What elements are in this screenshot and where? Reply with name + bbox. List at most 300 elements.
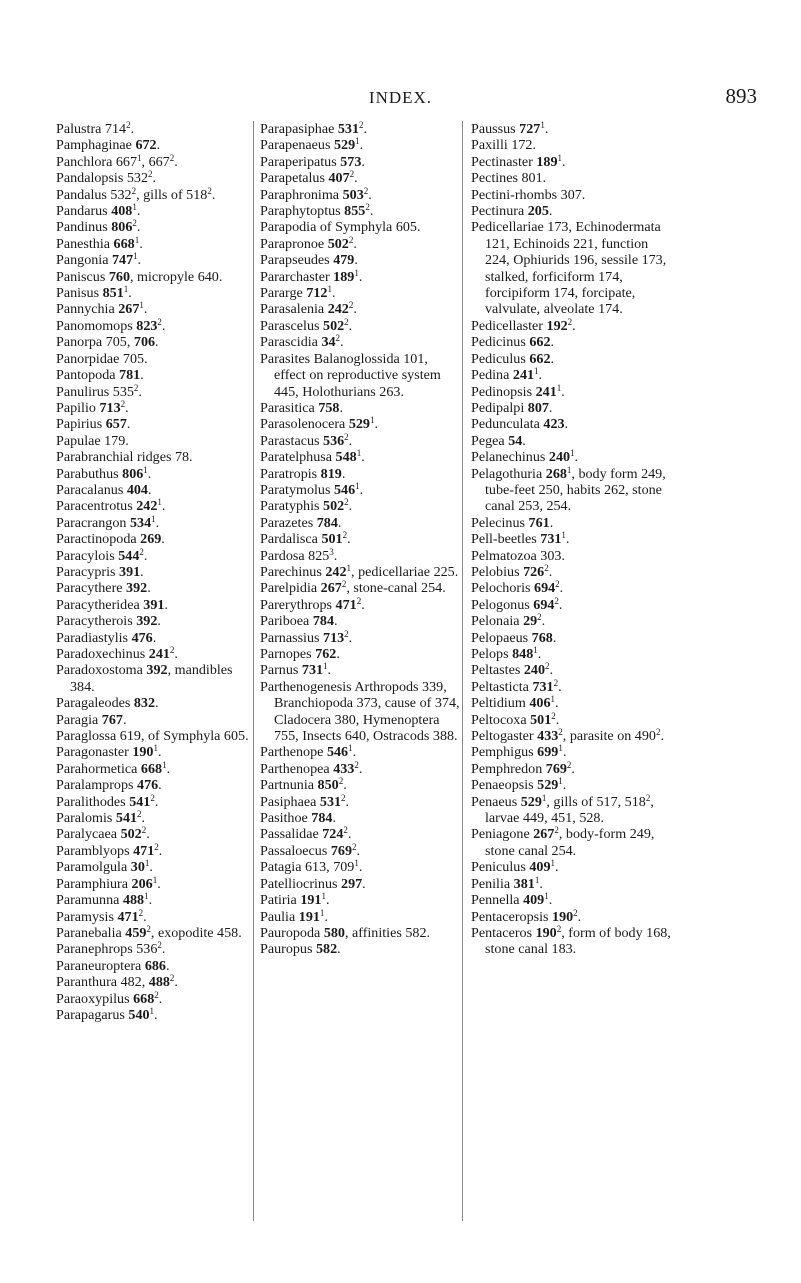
entry-text: Paracypris <box>56 563 120 580</box>
entry-text: 2 <box>348 234 354 245</box>
index-entry <box>260 449 460 465</box>
entry-text: 190 <box>132 744 154 761</box>
entry-text: 2 <box>348 300 354 311</box>
entry-text: 2 <box>354 759 359 770</box>
entry-text: , body-form 249, stone canal 254. <box>485 826 655 859</box>
entry-text: . <box>353 235 357 252</box>
entry-text: 832 <box>133 695 156 712</box>
entry-text: 573 <box>340 153 362 170</box>
entry-text: 1 <box>143 464 148 475</box>
entry-text: 2 <box>157 316 162 327</box>
entry-text: Paragia <box>56 711 102 728</box>
entry-text: 1 <box>152 874 158 885</box>
entry-text: 699 <box>537 744 559 761</box>
entry-text: 2 <box>567 316 573 327</box>
entry-text: Pedipalpi <box>471 399 528 416</box>
entry-text: 502 <box>323 317 345 334</box>
entry-text: Pasiphaea <box>260 793 320 810</box>
index-entry <box>56 154 253 170</box>
entry-text: 2 <box>157 940 162 951</box>
entry-text: 2 <box>573 907 578 918</box>
entry-text: Pannychia <box>56 301 119 318</box>
entry-text: 189 <box>333 268 355 285</box>
entry-text: . <box>126 416 131 433</box>
index-entry <box>471 219 674 317</box>
entry-text: 529 <box>520 793 542 810</box>
entry-text: . <box>559 580 564 597</box>
entry-text: . <box>522 432 526 449</box>
entry-text: Paraneuroptera <box>56 957 145 974</box>
entry-text: 407 <box>328 170 350 187</box>
index-entry <box>260 679 460 745</box>
entry-text: Parthenope <box>260 744 327 761</box>
entry-text: 534 <box>129 514 152 531</box>
index-entry <box>56 433 253 449</box>
entry-text: , 667 <box>141 153 170 170</box>
index-entry <box>260 416 460 432</box>
entry-text: Pelanechinus <box>471 449 549 466</box>
entry-text: Pararge <box>260 285 307 302</box>
entry-text: . <box>343 777 347 794</box>
entry-text: 2 <box>344 628 349 639</box>
entry-text: . <box>564 416 569 433</box>
entry-text: 1 <box>151 513 156 524</box>
index-entry <box>471 728 674 744</box>
entry-text: Peltogaster <box>471 728 538 745</box>
entry-text: Paragaleodes <box>56 695 134 712</box>
entry-text: . <box>165 957 170 974</box>
index-column-2 <box>260 121 460 958</box>
entry-text: Parelpidia <box>260 580 321 597</box>
entry-text: 392 <box>136 613 158 630</box>
entry-text: 408 <box>111 203 133 220</box>
entry-text: . <box>548 892 553 909</box>
entry-text: 1 <box>134 234 140 245</box>
index-entry <box>56 580 253 596</box>
entry-text: 668 <box>140 760 163 777</box>
entry-text: 529 <box>348 416 370 433</box>
index-entry <box>471 400 674 416</box>
entry-text: . <box>337 941 341 958</box>
entry-text: 531 <box>337 121 360 137</box>
entry-text: Parnassius <box>260 629 324 646</box>
index-entry <box>56 892 253 908</box>
entry-text: 1 <box>144 891 149 902</box>
entry-text: Patelliocrinus <box>260 875 342 892</box>
entry-text: 851 <box>102 285 124 302</box>
entry-text: Pariboea <box>260 613 313 630</box>
entry-text: . <box>548 399 553 416</box>
entry-text: . <box>174 646 178 662</box>
entry-text: . <box>561 383 565 400</box>
entry-text: . <box>158 990 163 1007</box>
entry-text: Paracytherois <box>56 613 137 630</box>
entry-text: Pectines 801. <box>471 170 547 187</box>
entry-text: 541 <box>115 810 138 827</box>
index-entry <box>56 384 253 400</box>
entry-text: . <box>149 859 153 876</box>
entry-text: Parascidia <box>260 334 322 351</box>
entry-text: 503 <box>342 186 364 203</box>
index-entry <box>471 744 674 760</box>
entry-text: . <box>147 580 151 597</box>
entry-text: Parascelus <box>260 317 324 334</box>
entry-text: Parapetalus <box>260 170 329 187</box>
index-entry <box>471 712 674 728</box>
entry-text: 1 <box>544 891 549 902</box>
entry-text: Pelopaeus <box>471 629 532 646</box>
entry-text: 1 <box>570 448 575 459</box>
index-entry <box>260 203 460 219</box>
entry-text: 706 <box>133 334 156 351</box>
entry-text: 2 <box>342 530 348 541</box>
index-entry <box>56 219 253 235</box>
entry-text: 727 <box>519 121 541 137</box>
entry-text: 2 <box>365 202 370 213</box>
entry-text: 267 <box>118 301 140 318</box>
entry-text: . <box>347 826 352 843</box>
entry-text: 769 <box>330 842 352 859</box>
entry-text: 1 <box>321 891 326 902</box>
entry-text: Paramphiura <box>56 875 132 892</box>
entry-text: 2 <box>363 185 369 196</box>
index-entry <box>471 170 674 186</box>
entry-text: 2 <box>344 431 349 442</box>
column-divider <box>462 121 463 1221</box>
entry-text: Paracylois <box>56 547 119 564</box>
entry-text: . <box>539 875 543 892</box>
index-entry <box>56 531 253 547</box>
entry-text: 672 <box>135 137 157 154</box>
index-entry <box>471 794 674 827</box>
entry-text: Paratelphusa <box>260 449 336 466</box>
entry-text: 1 <box>153 743 158 754</box>
entry-text: 2 <box>566 759 572 770</box>
entry-text: 404 <box>126 481 148 498</box>
entry-text: 409 <box>523 892 545 909</box>
entry-text: . <box>549 662 554 679</box>
entry-text: 731 <box>301 662 324 679</box>
entry-text: 2 <box>169 645 175 655</box>
entry-text: 471 <box>133 842 155 859</box>
entry-text: . <box>369 203 374 220</box>
index-entry <box>260 154 460 170</box>
entry-text: Pemphredon <box>471 760 546 777</box>
entry-text: 240 <box>523 662 545 679</box>
entry-text: 758 <box>318 399 340 416</box>
entry-text: 726 <box>523 563 545 580</box>
entry-text: 242 <box>325 563 347 580</box>
index-entry <box>56 859 253 875</box>
entry-text: 747 <box>111 252 134 269</box>
entry-text: . <box>348 498 353 515</box>
entry-text: . <box>146 826 150 843</box>
entry-text: 668 <box>113 235 135 252</box>
index-entry <box>260 187 460 203</box>
entry-text: 713 <box>99 399 121 416</box>
entry-text: 769 <box>545 760 567 777</box>
entry-text: 2 <box>352 841 357 852</box>
entry-text: Pelonaia <box>471 613 524 630</box>
entry-text: . <box>541 613 546 630</box>
entry-text: . <box>143 547 148 564</box>
index-entry <box>260 121 460 137</box>
entry-text: . <box>361 153 365 170</box>
entry-text: , pedicellariae 225. <box>351 563 459 580</box>
entry-text: Pelochoris <box>471 580 535 597</box>
entry-text: Paralomis <box>56 810 116 827</box>
index-entry <box>471 334 674 350</box>
entry-text: 1 <box>348 743 353 754</box>
index-entry <box>471 351 674 367</box>
entry-text: 406 <box>529 695 551 712</box>
index-entry <box>56 630 253 646</box>
entry-text: 541 <box>129 793 151 810</box>
entry-text: Paralamprops <box>56 777 138 794</box>
index-entry <box>56 909 253 925</box>
entry-text: 1 <box>534 874 540 885</box>
entry-text: 1 <box>534 366 539 377</box>
index-entry <box>56 810 253 826</box>
index-entry <box>56 121 253 137</box>
entry-text: 2 <box>349 169 355 180</box>
index-entry <box>260 301 460 317</box>
entry-text: 2 <box>154 989 159 1000</box>
entry-text: 761 <box>528 514 550 531</box>
entry-text: 381 <box>513 875 535 892</box>
entry-text: Parthenogenesis Arthropods 339, Branchiopoda 373, cause of 374, Cladocera 380, Hymenoptera 755, Insects 640, Ostracods 388. <box>260 678 460 745</box>
entry-text: 855 <box>344 203 366 220</box>
index-entry <box>260 941 460 957</box>
entry-text: . <box>155 695 159 712</box>
entry-text: 2 <box>537 612 542 623</box>
entry-text: 297 <box>341 875 363 892</box>
entry-text: 2 <box>148 169 153 180</box>
index-entry <box>260 515 460 531</box>
entry-text: . <box>332 810 336 827</box>
entry-text: 1 <box>550 858 555 869</box>
entry-text: . <box>143 908 147 925</box>
entry-text: 269 <box>140 531 162 548</box>
entry-text: . <box>139 235 143 252</box>
entry-text: Parapseudes <box>260 252 334 269</box>
index-entry <box>56 137 253 153</box>
entry-text: 712 <box>306 285 328 302</box>
index-entry <box>260 170 460 186</box>
entry-text: Peltasticta <box>471 678 533 695</box>
entry-text: . <box>374 416 378 433</box>
entry-text: 2 <box>169 973 175 984</box>
entry-text: Passaloecus <box>260 842 331 859</box>
entry-text: Paranebalia <box>56 924 126 941</box>
index-entry <box>260 482 460 498</box>
index-entry <box>471 564 674 580</box>
index-entry <box>56 597 253 613</box>
entry-text: 191 <box>298 908 320 925</box>
entry-text: Partnunia <box>260 777 318 794</box>
index-entry <box>260 892 460 908</box>
index-entry <box>56 712 253 728</box>
entry-text: 1 <box>354 267 359 278</box>
entry-text: Paramysis <box>56 908 118 925</box>
entry-text: Parabranchial ridges 78. <box>56 449 193 466</box>
index-entry <box>56 974 253 990</box>
entry-text: . <box>577 908 582 925</box>
entry-text: . <box>161 498 166 515</box>
entry-text: Panisus <box>56 285 103 302</box>
entry-text: . <box>562 153 566 170</box>
entry-text: 1 <box>323 661 328 672</box>
entry-text: Paralycaea <box>56 826 121 843</box>
entry-text: . <box>141 810 146 827</box>
entry-text: . <box>544 121 549 137</box>
entry-text: 2 <box>137 809 142 820</box>
entry-text: . <box>157 744 162 761</box>
entry-text: 479 <box>333 252 355 269</box>
index-entry <box>260 761 460 777</box>
entry-text: 529 <box>537 777 559 794</box>
entry-text: 668 <box>133 990 155 1007</box>
entry-text: 1 <box>566 464 572 475</box>
entry-text: 1 <box>319 907 325 918</box>
entry-text: . <box>354 170 358 187</box>
index-entry <box>471 416 674 432</box>
entry-text: . <box>164 596 168 613</box>
entry-text: 546 <box>326 744 349 761</box>
entry-text: Paracalanus <box>56 481 127 498</box>
entry-text: , stone-canal 254. <box>346 580 446 597</box>
entry-text: Parasitica <box>260 399 319 416</box>
entry-text: 529 <box>333 137 356 154</box>
entry-text: 2 <box>169 152 175 163</box>
entry-text: Pelobius <box>471 563 524 580</box>
entry-text: . <box>125 399 129 416</box>
page-number: 893 <box>725 84 757 108</box>
index-entry <box>56 695 253 711</box>
index-entry <box>260 252 460 268</box>
index-entry <box>56 1007 253 1023</box>
page-title: INDEX. <box>368 88 433 107</box>
index-entry <box>260 794 460 810</box>
entry-text: 760 <box>108 268 130 285</box>
entry-text: . <box>552 629 557 646</box>
entry-text: Parapodia of Symphyla 605. <box>260 219 421 236</box>
entry-text: 205 <box>527 203 549 220</box>
index-entry <box>56 416 253 432</box>
entry-text: . <box>174 974 178 991</box>
entry-text: 2 <box>131 185 137 196</box>
entry-text: . <box>558 596 563 613</box>
entry-text: Pelmatozoa 303. <box>471 547 565 564</box>
entry-text: 1 <box>149 1005 155 1016</box>
entry-text: Palustra 714 <box>56 121 127 137</box>
index-entry <box>260 909 460 925</box>
entry-text: Parapasiphae <box>260 121 338 137</box>
entry-text: Pectini-rhombs 307. <box>471 186 586 203</box>
index-entry <box>260 318 460 334</box>
entry-text: . <box>155 514 160 531</box>
entry-text: Parasites Balanoglossida 101, effect on reproductive system 445, Holothurians 263. <box>260 350 441 400</box>
entry-text: . <box>368 186 372 203</box>
entry-text: . <box>358 760 363 777</box>
entry-text: Parazetes <box>260 514 317 531</box>
entry-text: 1 <box>356 448 362 459</box>
entry-text: 1 <box>550 694 555 705</box>
index-entry <box>56 203 253 219</box>
entry-text: Peltastes <box>471 662 524 679</box>
entry-text: 2 <box>544 562 549 573</box>
entry-text: . <box>555 711 560 728</box>
entry-text: . <box>140 563 144 580</box>
index-entry <box>471 909 674 925</box>
entry-text: 2 <box>344 316 349 327</box>
entry-text: 2 <box>554 825 559 836</box>
entry-text: . <box>137 252 142 269</box>
entry-text: 762 <box>315 646 337 662</box>
entry-text: . <box>140 367 144 384</box>
entry-text: 2 <box>341 579 347 590</box>
index-entry <box>56 318 253 334</box>
entry-text: 392 <box>126 580 148 597</box>
entry-text: . <box>158 842 163 859</box>
entry-text: 1 <box>533 645 538 655</box>
entry-text: Parastacus <box>260 432 324 449</box>
entry-text: . <box>562 777 567 794</box>
entry-text: Patagia 613, 709 <box>260 859 355 876</box>
column-divider <box>253 121 254 1221</box>
entry-text: . <box>148 892 153 909</box>
entry-text: Papulae 179. <box>56 432 129 449</box>
index-entry <box>56 515 253 531</box>
entry-text: , parasite on 490 <box>562 728 656 745</box>
entry-text: 1 <box>556 382 562 393</box>
entry-text: Paraphytoptus <box>260 203 345 220</box>
entry-text: Paussus <box>471 121 520 137</box>
entry-text: Paragonaster <box>56 744 133 761</box>
entry-text: 471 <box>335 596 357 613</box>
entry-text: 2 <box>150 792 155 803</box>
entry-text: . <box>571 760 575 777</box>
entry-text: 433 <box>537 728 559 745</box>
entry-text: 192 <box>546 317 568 334</box>
entry-text: 1 <box>133 251 138 262</box>
entry-text: 2 <box>344 497 349 508</box>
index-entry <box>471 859 674 875</box>
entry-text: 1 <box>541 792 547 803</box>
index-entry <box>56 826 253 842</box>
entry-text: Panorpa 705, <box>56 334 134 351</box>
entry-text: 189 <box>536 153 558 170</box>
entry-text: 662 <box>529 334 551 351</box>
entry-text: 2 <box>558 727 563 738</box>
index-entry <box>471 761 674 777</box>
entry-text: , exopodite 458. <box>150 924 242 941</box>
index-entry <box>56 170 253 186</box>
index-entry <box>260 630 460 646</box>
entry-text: . <box>574 449 579 466</box>
entry-text: . <box>152 170 157 187</box>
index-entry <box>56 613 253 629</box>
index-entry <box>471 925 674 958</box>
entry-text: Parnus <box>260 662 302 679</box>
entry-text: . <box>155 334 159 351</box>
index-entry <box>471 137 674 153</box>
entry-text: 190 <box>552 908 574 925</box>
entry-text: , gills of 517, 518 <box>546 793 646 810</box>
index-entry <box>56 843 253 859</box>
entry-text: Paxilli 172. <box>471 137 536 154</box>
entry-text: Pelogonus <box>471 596 534 613</box>
